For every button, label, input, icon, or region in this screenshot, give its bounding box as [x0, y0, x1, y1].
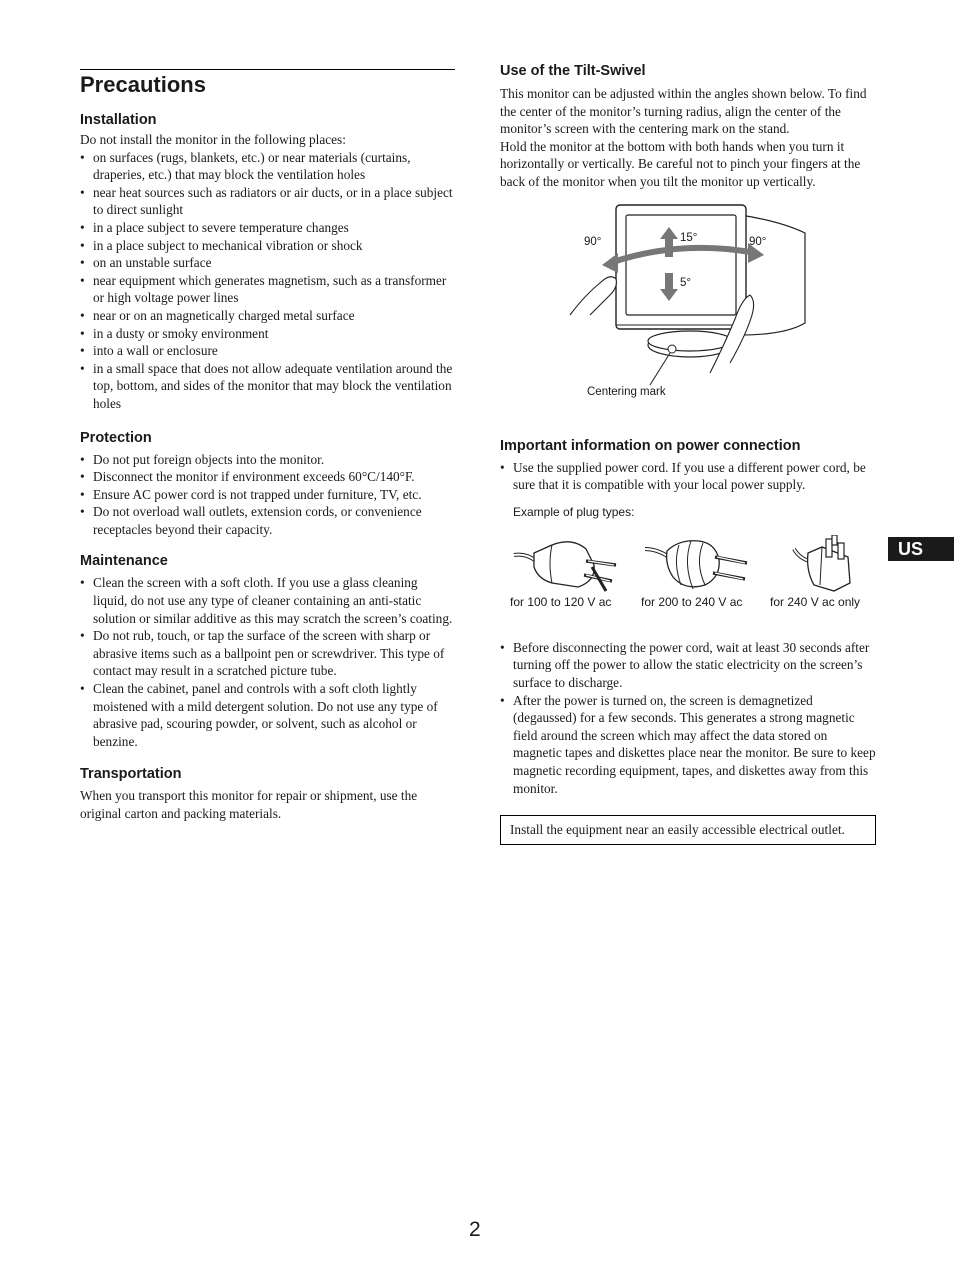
list-item [80, 627, 455, 680]
plug-type-a-icon [512, 535, 632, 593]
list-item [80, 307, 455, 325]
list-item-text: in a place subject to severe temperature changes [93, 219, 349, 235]
up-angle-label: 15° [680, 231, 698, 244]
tilt-swivel-section [500, 62, 876, 423]
tilt-down-arrow-shaft [665, 273, 673, 291]
installation-heading: Installation [80, 112, 157, 128]
bullet-mark: • [80, 343, 85, 359]
centering-mark-shape [668, 345, 676, 353]
bullet-mark: • [500, 639, 505, 655]
right-angle-label: 90° [749, 235, 767, 248]
bullet-mark: • [80, 575, 85, 591]
bullet-mark: • [80, 237, 85, 253]
power-list-before [500, 459, 876, 494]
list-item-text: in a place subject to mechanical vibration or shock [93, 237, 363, 253]
protection-list [80, 451, 455, 539]
list-item [80, 149, 455, 184]
installation-list [80, 149, 455, 413]
outlet-notice-text: Install the equipment near an easily accessible electrical outlet. [510, 822, 845, 838]
plug-caption-1: for 100 to 120 V ac [510, 594, 612, 609]
list-item-text: in a small space that does not allow adequate ventilation around the top, bottom, and sides of the monitor that may block the ventilation holes [93, 360, 453, 411]
list-item [80, 360, 455, 413]
bullet-mark: • [80, 325, 85, 341]
list-item-text: on surfaces (rugs, blankets, etc.) or near materials (curtains, draperies, etc.) that may block the ventilation holes [93, 149, 411, 183]
centering-mark-label: Centering mark [587, 385, 666, 398]
transportation-heading: Transportation [80, 766, 182, 783]
list-item-text: After the power is turned on, the screen is demagnetized (degaussed) for a few seconds. This generates a strong magnetic field around the screen which may affect the data stored on magnetic tapes and diskettes place near the monitor. Be sure to keep magnetic recording equipment, tapes, and diskettes away from this monitor. [513, 692, 876, 796]
list-item [80, 486, 455, 504]
list-item-text: Disconnect the monitor if environment exceeds 60°C/140°F. [93, 469, 415, 485]
language-tab: US [888, 537, 954, 561]
bullet-mark: • [80, 486, 85, 502]
list-item-text: Do not put foreign objects into the monitor. [93, 451, 325, 467]
installation-intro: Do not install the monitor in the following places: [80, 132, 346, 147]
plug-type-c-icon [790, 535, 870, 593]
bullet-mark: • [80, 255, 85, 271]
power-heading: Important information on power connection [500, 437, 801, 454]
bullet-mark: • [80, 272, 85, 288]
bullet-mark: • [80, 219, 85, 235]
list-item-text: near or on an magnetically charged metal surface [93, 307, 355, 323]
right-column [500, 62, 876, 845]
list-item [80, 342, 455, 360]
maintenance-list [80, 574, 455, 750]
list-item-text: near heat sources such as radiators or air ducts, or in a place subject to direct sunlight [93, 184, 453, 218]
plug-type-b-icon [643, 535, 763, 593]
list-item-text: Do not overload wall outlets, extension cords, or convenience receptacles beyond their capacity. [93, 504, 422, 537]
bullet-mark: • [80, 307, 85, 323]
bullet-mark: • [500, 459, 505, 475]
transportation-section [80, 765, 455, 822]
list-item [80, 272, 455, 307]
list-item-text: near equipment which generates magnetism, such as a transformer or high voltage power lines [93, 272, 447, 306]
power-section [500, 437, 876, 846]
list-item [80, 574, 455, 627]
power-list-after [500, 639, 876, 797]
page-title: Precautions [80, 72, 206, 97]
tilt-swivel-heading: Use of the Tilt-Swivel [500, 63, 646, 79]
left-column [80, 69, 455, 823]
list-item [80, 237, 455, 255]
list-item-text: Before disconnecting the power cord, wait at least 30 seconds after turning off the power to allow the static electricity on the screen’s surface to discharge. [513, 639, 870, 690]
bullet-mark: • [500, 692, 505, 708]
outlet-notice-box [500, 815, 876, 845]
bullet-mark: • [80, 184, 85, 200]
plug-types-figure [500, 525, 876, 615]
centering-leader-line [650, 353, 670, 385]
left-angle-label: 90° [584, 235, 602, 248]
plug-example-title: Example of plug types: [513, 504, 635, 519]
left-hand-shape [570, 276, 616, 314]
list-item-text: Clean the cabinet, panel and controls with a soft cloth lightly moistened with a mild detergent solution. Do not use any type of abrasive pad, scouring powder, or solvent, such as alcohol or benzine. [93, 681, 438, 749]
protection-heading: Protection [80, 429, 152, 446]
list-item [500, 692, 876, 798]
list-item [80, 451, 455, 469]
stand-top-shape [648, 331, 732, 351]
maintenance-section [80, 552, 455, 750]
protection-section [80, 429, 455, 539]
bullet-mark: • [80, 451, 85, 467]
bullet-mark: • [80, 469, 85, 485]
swivel-arrow-left-head [602, 253, 618, 273]
bullet-mark: • [80, 149, 85, 165]
plug-caption-3: for 240 V ac only [770, 594, 861, 609]
list-item-text: Ensure AC power cord is not trapped under furniture, TV, etc. [93, 486, 422, 502]
list-item [80, 254, 455, 272]
tilt-swivel-figure [500, 203, 876, 423]
list-item-text: Use the supplied power cord. If you use a different power cord, be sure that it is compatible with your local power supply. [513, 459, 866, 493]
list-item [80, 680, 455, 750]
monitor-screen-shape [626, 215, 736, 315]
list-item [500, 459, 876, 494]
tilt-up-arrow-shaft [665, 237, 673, 257]
list-item-text: in a dusty or smoky environment [93, 325, 269, 341]
down-angle-label: 5° [680, 276, 691, 289]
page-number: 2 [469, 1218, 481, 1241]
bullet-mark: • [80, 360, 85, 376]
maintenance-heading: Maintenance [80, 553, 168, 570]
bullet-mark: • [80, 681, 85, 697]
list-item [80, 325, 455, 343]
list-item-text: on an unstable surface [93, 255, 212, 271]
tilt-swivel-text: This monitor can be adjusted within the angles shown below. To find the center of the monitor’s turning radius, align the center of the monitor’s screen with the centering mark on the stand. Hold the monitor at the bottom with both hands when you turn it horizontally or vertically. Be careful not to pinch your fingers at the back of the monitor when you tilt the monitor up vertically. [500, 86, 867, 189]
title-rule [80, 69, 455, 98]
list-item [80, 219, 455, 237]
list-item-text: into a wall or enclosure [93, 343, 218, 359]
list-item [80, 468, 455, 486]
transportation-text: When you transport this monitor for repair or shipment, use the original carton and packing materials. [80, 788, 418, 821]
bullet-mark: • [80, 628, 85, 644]
list-item-text: Do not rub, touch, or tap the surface of the screen with sharp or abrasive items such as a ballpoint pen or screwdriver. This type of contact may result in a scratched picture tube. [93, 628, 445, 679]
bullet-mark: • [80, 504, 85, 520]
list-item [80, 503, 455, 538]
list-item [80, 184, 455, 219]
list-item [500, 639, 876, 692]
plug-caption-2: for 200 to 240 V ac [641, 594, 743, 609]
installation-section [80, 111, 455, 413]
list-item-text: Clean the screen with a soft cloth. If you use a glass cleaning liquid, do not use any type of cleaner containing an anti-static solution or similar additive as this may scratch the screen’s coating. [93, 575, 453, 626]
